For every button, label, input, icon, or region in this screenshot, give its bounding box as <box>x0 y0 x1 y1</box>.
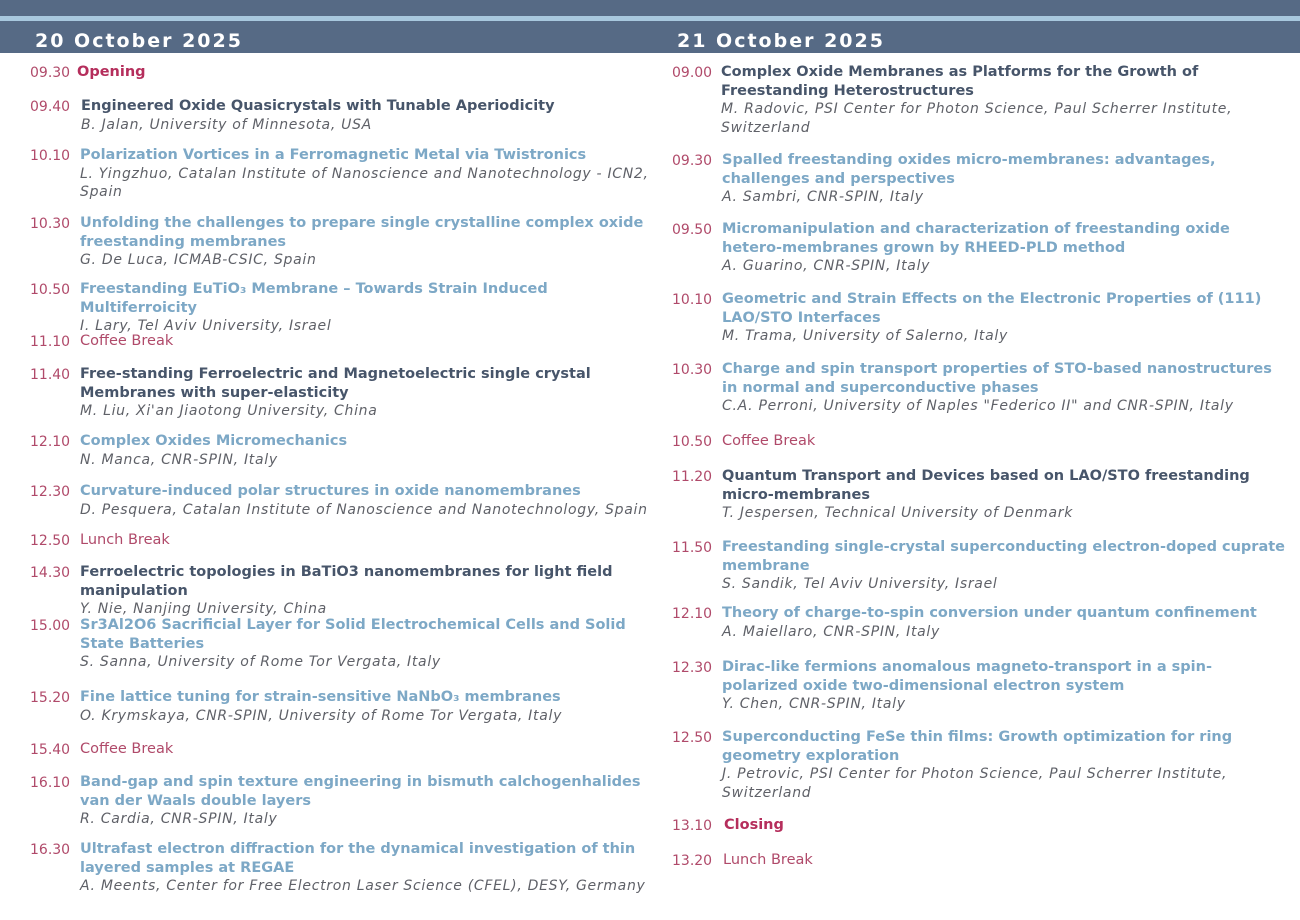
break-label: Lunch Break <box>723 852 813 868</box>
talk-title: Complex Oxides Micromechanics <box>80 433 348 449</box>
session-time: 10.30 <box>672 362 713 378</box>
session-time: 12.50 <box>30 533 71 549</box>
session-time: 13.10 <box>672 818 713 834</box>
session-time: 12.30 <box>30 484 71 500</box>
session-time: 09.50 <box>672 222 713 238</box>
speaker-affiliation: J. Petrovic, PSI Center for Photon Science, Paul Scherrer Institute, Switzerland <box>722 766 1228 801</box>
talk-title: Complex Oxide Membranes as Platforms for the Growth of Freestanding Heterostructures <box>721 64 1199 99</box>
talk-title: Theory of charge-to-spin conversion under quantum confinement <box>722 605 1257 621</box>
session-time: 11.10 <box>30 334 71 350</box>
speaker-affiliation: L. Yingzhuo, Catalan Institute of Nanoscience and Nanotechnology - ICN2, Spain <box>80 165 649 200</box>
speaker-affiliation: M. Trama, University of Salerno, Italy <box>722 328 1008 344</box>
session-time: 16.10 <box>30 775 71 791</box>
session-time: 12.10 <box>672 606 713 622</box>
speaker-affiliation: G. De Luca, ICMAB-CSIC, Spain <box>80 252 317 268</box>
talk-title: Engineered Oxide Quasicrystals with Tunable Aperiodicity <box>81 98 555 114</box>
break-label: Coffee Break <box>80 741 174 757</box>
session-time: 09.30 <box>30 65 71 81</box>
session-time: 11.50 <box>672 540 713 556</box>
talk-title: Superconducting FeSe thin films: Growth optimization for ring geometry exploration <box>722 729 1233 764</box>
session-time: 10.50 <box>672 434 713 450</box>
session-time: 11.40 <box>30 367 71 383</box>
session-time: 15.40 <box>30 742 71 758</box>
talk-title: Polarization Vortices in a Ferromagnetic Metal via Twistronics <box>80 147 587 163</box>
talk-title: Fine lattice tuning for strain-sensitive NaNbO₃ membranes <box>80 689 561 705</box>
speaker-affiliation: A. Sambri, CNR-SPIN, Italy <box>722 189 924 205</box>
talk-title: Charge and spin transport properties of STO-based nanostructures in normal and superconductive phases <box>722 361 1272 396</box>
session-time: 10.10 <box>30 148 71 164</box>
session-time: 16.30 <box>30 842 71 858</box>
talk-title: Sr3Al2O6 Sacrificial Layer for Solid Electrochemical Cells and Solid State Batteries <box>80 617 626 652</box>
speaker-affiliation: A. Maiellaro, CNR-SPIN, Italy <box>722 623 941 640</box>
speaker-affiliation: A. Guarino, CNR-SPIN, Italy <box>722 258 931 274</box>
header-stripe <box>0 16 1300 21</box>
talk-title: Ferroelectric topologies in BaTiO3 nanomembranes for light field manipulation <box>80 564 613 599</box>
session-time: 15.00 <box>30 618 71 634</box>
speaker-affiliation: M. Liu, Xi'an Jiaotong University, China <box>80 403 378 419</box>
speaker-affiliation: C.A. Perroni, University of Naples "Federico II" and CNR-SPIN, Italy <box>722 398 1234 414</box>
break-label: Coffee Break <box>80 333 174 349</box>
speaker-affiliation: D. Pesquera, Catalan Institute of Nanoscience and Nanotechnology, Spain <box>80 501 648 518</box>
session-time: 10.10 <box>672 292 713 308</box>
talk-title: Quantum Transport and Devices based on LAO/STO freestanding micro-membranes <box>722 468 1250 503</box>
session-time: 12.10 <box>30 434 71 450</box>
session-time: 09.40 <box>30 99 71 115</box>
speaker-affiliation: T. Jespersen, Technical University of Denmark <box>722 505 1074 521</box>
session-time: 09.00 <box>672 65 713 81</box>
speaker-affiliation: R. Cardia, CNR-SPIN, Italy <box>80 811 278 827</box>
speaker-affiliation: N. Manca, CNR-SPIN, Italy <box>80 451 278 468</box>
talk-title: Closing <box>724 817 784 833</box>
break-label: Coffee Break <box>722 433 816 449</box>
speaker-affiliation: B. Jalan, University of Minnesota, USA <box>81 116 372 133</box>
talk-title: Ultrafast electron diffraction for the dynamical investigation of thin layered samples at REGAE <box>80 841 636 876</box>
talk-title: Freestanding EuTiO₃ Membrane – Towards Strain Induced Multiferroicity <box>80 281 548 316</box>
day2-date: 21 October 2025 <box>677 30 885 52</box>
talk-title: Geometric and Strain Effects on the Electronic Properties of (111) LAO/STO Interfaces <box>722 291 1262 326</box>
talk-title: Freestanding single-crystal superconducting electron-doped cuprate membrane <box>722 539 1286 574</box>
talk-title: Spalled freestanding oxides micro-membranes: advantages, challenges and perspectives <box>722 152 1216 187</box>
talk-title: Free-standing Ferroelectric and Magnetoelectric single crystal Membranes with super-elasticity <box>80 366 591 401</box>
speaker-affiliation: Y. Nie, Nanjing University, China <box>80 601 327 617</box>
talk-title: Band-gap and spin texture engineering in bismuth calchogenhalides van der Waals double layers <box>80 774 641 809</box>
session-time: 10.50 <box>30 282 71 298</box>
talk-title: Micromanipulation and characterization of freestanding oxide hetero-membranes grown by RHEED-PLD method <box>722 221 1230 256</box>
talk-title: Opening <box>77 64 146 80</box>
day1-date: 20 October 2025 <box>35 30 243 52</box>
talk-title: Unfolding the challenges to prepare single crystalline complex oxide freestanding membranes <box>80 215 644 250</box>
talk-title: Curvature-induced polar structures in oxide nanomembranes <box>80 483 581 499</box>
session-time: 10.30 <box>30 216 71 232</box>
speaker-affiliation: I. Lary, Tel Aviv University, Israel <box>80 318 332 334</box>
session-time: 14.30 <box>30 565 71 581</box>
speaker-affiliation: M. Radovic, PSI Center for Photon Science, Paul Scherrer Institute, Switzerland <box>721 101 1233 136</box>
talk-title: Dirac-like fermions anomalous magneto-transport in a spin-polarized oxide two-dimensional electron system <box>722 659 1212 694</box>
session-time: 09.30 <box>672 153 713 169</box>
session-time: 12.30 <box>672 660 713 676</box>
speaker-affiliation: S. Sanna, University of Rome Tor Vergata, Italy <box>80 654 441 670</box>
speaker-affiliation: S. Sandik, Tel Aviv University, Israel <box>722 576 998 592</box>
speaker-affiliation: Y. Chen, CNR-SPIN, Italy <box>722 696 906 712</box>
session-time: 12.50 <box>672 730 713 746</box>
session-time: 11.20 <box>672 469 713 485</box>
speaker-affiliation: A. Meents, Center for Free Electron Laser Science (CFEL), DESY, Germany <box>80 878 646 894</box>
speaker-affiliation: O. Krymskaya, CNR-SPIN, University of Rome Tor Vergata, Italy <box>80 707 563 724</box>
break-label: Lunch Break <box>80 532 170 548</box>
session-time: 13.20 <box>672 853 713 869</box>
session-time: 15.20 <box>30 690 71 706</box>
